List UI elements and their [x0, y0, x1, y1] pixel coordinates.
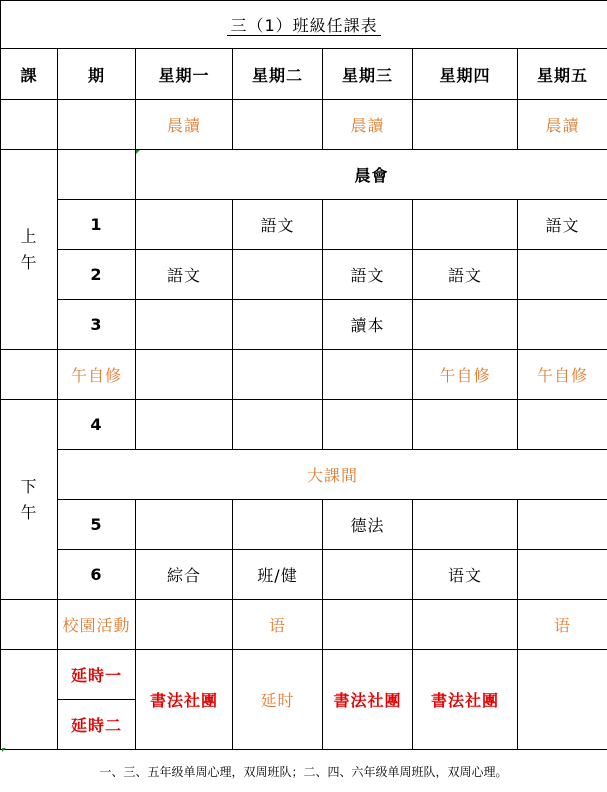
cell-p6-tue: 班/健 [233, 550, 323, 600]
cell-p1-fri: 語文 [518, 200, 607, 250]
cell-morning-reading-mon: 晨讀 [136, 100, 233, 150]
cell-p2-thu: 語文 [413, 250, 518, 300]
cell-empty [413, 300, 518, 350]
am-label [1, 150, 58, 350]
header-qi: 期 [58, 49, 136, 100]
cell-big-break: 大課間 [58, 450, 607, 500]
cell-empty [136, 200, 233, 250]
row-big-break [1, 450, 607, 500]
cell-extended-thu: 書法社團 [413, 650, 518, 750]
cell-empty [518, 250, 607, 300]
row-noon-study [1, 350, 607, 400]
cell-empty [323, 200, 413, 250]
cell-empty [413, 100, 518, 150]
cell-p2-wed: 語文 [323, 250, 413, 300]
cell-empty [136, 600, 233, 650]
cell-extended-mon: 書法社團 [136, 650, 233, 750]
cell-extended-wed: 書法社團 [323, 650, 413, 750]
cell-empty [233, 300, 323, 350]
cell-comment-marker [136, 150, 140, 154]
cell-empty [58, 150, 136, 200]
cell-morning-reading-fri: 晨讀 [518, 100, 607, 150]
period-number: 6 [58, 550, 136, 600]
campus-activity-label: 校園活動 [58, 600, 136, 650]
row-extended-1 [1, 650, 607, 700]
header-wednesday: 星期三 [323, 49, 413, 100]
cell-empty [233, 350, 323, 400]
am-label-top: 上 [1, 224, 57, 250]
cell-empty [233, 100, 323, 150]
period-number: 4 [58, 400, 136, 450]
cell-p6-mon: 綜合 [136, 550, 233, 600]
extended-label-1: 延時一 [58, 650, 136, 700]
header-monday: 星期一 [136, 49, 233, 100]
period-number: 3 [58, 300, 136, 350]
cell-empty [518, 550, 607, 600]
cell-p5-wed: 德法 [323, 500, 413, 550]
cell-campus-activity-fri: 语 [518, 600, 607, 650]
pm-label-top: 下 [1, 474, 57, 500]
extended-label-2: 延時二 [58, 700, 136, 750]
period-number: 5 [58, 500, 136, 550]
footer-note: 一、三、五年级单周心理，双周班队；二、四、六年级单周班队，双周心理。 [0, 752, 607, 783]
cell-empty [58, 100, 136, 150]
row-campus-activity [1, 600, 607, 650]
cell-empty [518, 650, 607, 750]
page-title [1, 1, 607, 49]
title-text: 三（1）班級任課表 [227, 16, 380, 36]
period-number: 1 [58, 200, 136, 250]
row-period-3 [1, 300, 607, 350]
cell-empty [136, 350, 233, 400]
cell-campus-activity-tue: 语 [233, 600, 323, 650]
cell-empty [323, 350, 413, 400]
period-number: 2 [58, 250, 136, 300]
cell-noon-study-thu: 午自修 [413, 350, 518, 400]
row-morning-assembly [1, 150, 607, 200]
cell-noon-study-fri: 午自修 [518, 350, 607, 400]
pm-label [1, 400, 58, 600]
row-period-1 [1, 200, 607, 250]
cell-p1-tue: 語文 [233, 200, 323, 250]
am-label-bottom: 午 [1, 250, 57, 276]
cell-empty [1, 350, 58, 400]
cell-morning-reading-wed: 晨讀 [323, 100, 413, 150]
row-period-5 [1, 500, 607, 550]
cell-empty [413, 200, 518, 250]
cell-empty [136, 400, 233, 450]
cell-empty [233, 500, 323, 550]
row-period-6 [1, 550, 607, 600]
cell-empty [1, 650, 58, 750]
cell-morning-assembly: 晨會 [136, 150, 607, 200]
cell-empty [518, 400, 607, 450]
cell-empty [323, 600, 413, 650]
cell-empty [413, 600, 518, 650]
cell-empty [323, 400, 413, 450]
row-morning-reading [1, 100, 607, 150]
cell-empty [413, 500, 518, 550]
cell-empty [323, 550, 413, 600]
row-period-2 [1, 250, 607, 300]
header-tuesday: 星期二 [233, 49, 323, 100]
cell-empty [136, 300, 233, 350]
cell-empty [518, 300, 607, 350]
cell-extended-tue: 延时 [233, 650, 323, 750]
cell-empty [1, 100, 58, 150]
noon-study-label: 午自修 [58, 350, 136, 400]
cell-p2-mon: 語文 [136, 250, 233, 300]
pm-label-bottom: 午 [1, 500, 57, 526]
header-friday: 星期五 [518, 49, 607, 100]
cell-empty [136, 500, 233, 550]
cell-empty [1, 600, 58, 650]
header-ke: 課 [1, 49, 58, 100]
row-period-4 [1, 400, 607, 450]
cell-p6-thu: 语文 [413, 550, 518, 600]
cell-p3-wed: 讀本 [323, 300, 413, 350]
cell-empty [233, 400, 323, 450]
cell-empty [413, 400, 518, 450]
header-thursday: 星期四 [413, 49, 518, 100]
cell-empty [518, 500, 607, 550]
cell-empty [233, 250, 323, 300]
